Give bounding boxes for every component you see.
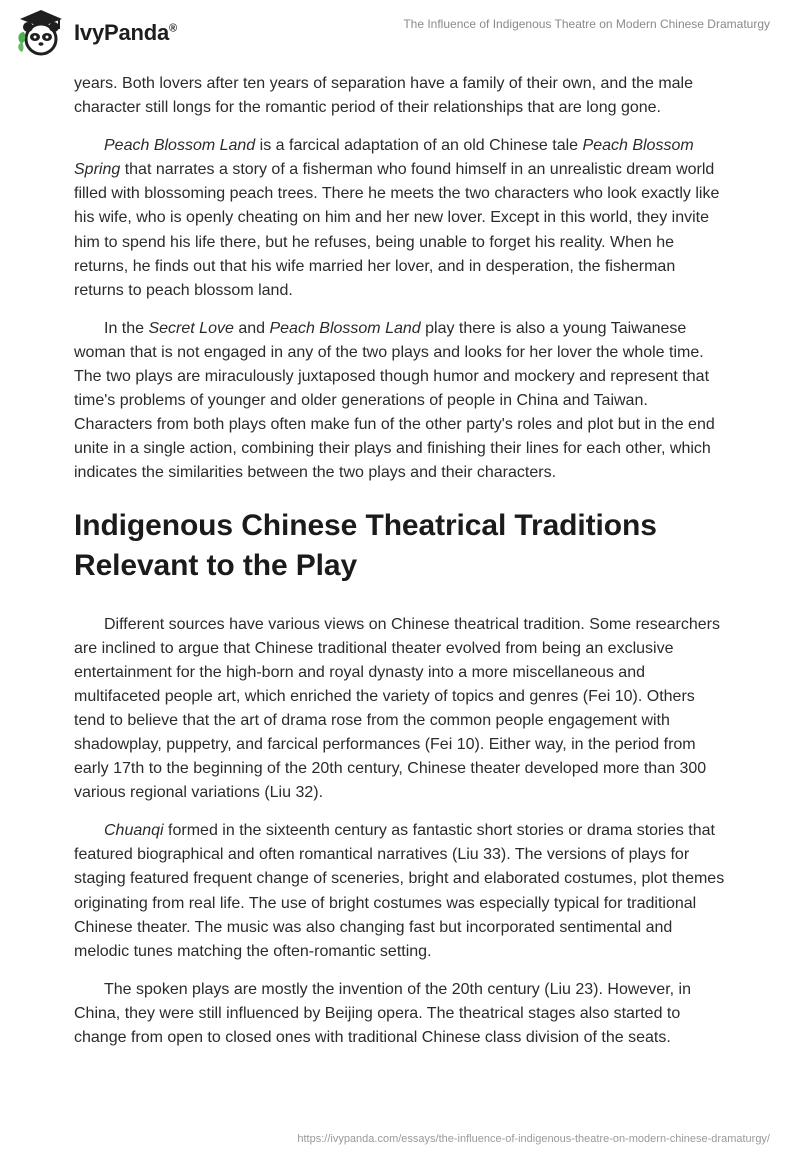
paragraph-spoken-plays: The spoken plays are mostly the invention of the 20th century (Liu 23). However, in China, they were still influenced by Beijing opera. The theatrical stages also started to change from open to closed ones with traditional Chinese class division of the seats. [74, 980, 691, 1046]
paragraph-text: formed in the sixteenth century as fantastic short stories or drama stories that featured biographical and often romantical narratives (Liu 33). The versions of plays for staging featured frequent change of sceneries, bright and elaborated costumes, plot themes originating from real life. The use of bright costumes was especially typical for traditional Chinese theater. The music was also changing fast but incorporated sentimental and melodic tunes matching the often-romantic setting. [74, 822, 725, 960]
panda-logo-icon [14, 6, 68, 60]
paragraph-two-plays [74, 317, 726, 486]
paragraph-text: play there is also a young Taiwanese woman that is not engaged in any of the two plays and looks for her lover the whole time. The two plays are miraculously juxtaposed though humor and mockery and represent that time's problems of younger and older generations of people in China and Taiwan. Characters from both plays often make fun of the other party's roles and plot but in the end unite in a single action, combining their plays and finishing their lines for each other, which indicates the similarities between the two plays and their characters. [74, 319, 715, 482]
paragraph-text: is a farcical adaptation of an old Chinese tale [255, 137, 583, 155]
paragraph-text: that narrates a story of a fisherman who found himself in an unrealistic dream world filled with blossoming peach trees. There he meets the two characters who look exactly like his wife, who is openly cheating on him and her new lover. Except in this world, they invite him to spend his life there, but he refuses, being unable to forget his reality. When he returns, he finds out that his wife married her lover, and in desperation, the fisherman returns to peach blossom land. [74, 161, 720, 299]
italic-title: Secret Love [148, 319, 234, 337]
page-header [0, 0, 800, 70]
paragraph-text: and [233, 319, 270, 337]
essay-content [74, 72, 726, 1064]
source-url[interactable]: https://ivypanda.com/essays/the-influence-of-indigenous-theatre-on-modern-chinese-dramaturgy/ [297, 1133, 770, 1145]
paragraph-peach-blossom-land [74, 134, 726, 303]
italic-term: Chuanqi [104, 822, 164, 840]
logo-wordmark [74, 20, 177, 46]
paragraph-chuanqi [74, 819, 726, 964]
paragraph-text: In the [104, 319, 149, 337]
section-heading: Indigenous Chinese Theatrical Traditions Relevant to the Play [74, 508, 657, 582]
ivypanda-logo[interactable] [14, 6, 177, 60]
italic-title: Peach Blossom Spring [74, 137, 694, 179]
document-title: The Influence of Indigenous Theatre on Modern Chinese Dramaturgy [403, 17, 770, 31]
italic-title: Peach Blossom Land [269, 319, 421, 337]
italic-title: Peach Blossom Land [104, 137, 256, 155]
logo-text: IvyPanda [74, 20, 170, 45]
paragraph-continuation: years. Both lovers after ten years of separation have a family of their own, and the male character still longs for the romantic period of their relationships that are long gone. [74, 75, 693, 117]
paragraph-sources: Different sources have various views on Chinese theatrical tradition. Some researchers are inclined to argue that Chinese traditional theater evolved from being an exclusive entertainment for the high-born and royal dynasty into a more miscellaneous and multifaceted people art, which enriched the variety of topics and genres (Fei 10). Others tend to believe that the art of drama rose from the common people engagement with shadowplay, puppetry, and farcical performances (Fei 10). Either way, in the period from early 17th to the beginning of the 20th century, Chinese theater developed more than 300 various regional variations (Liu 32). [74, 615, 720, 802]
registered-mark: ® [169, 22, 177, 35]
